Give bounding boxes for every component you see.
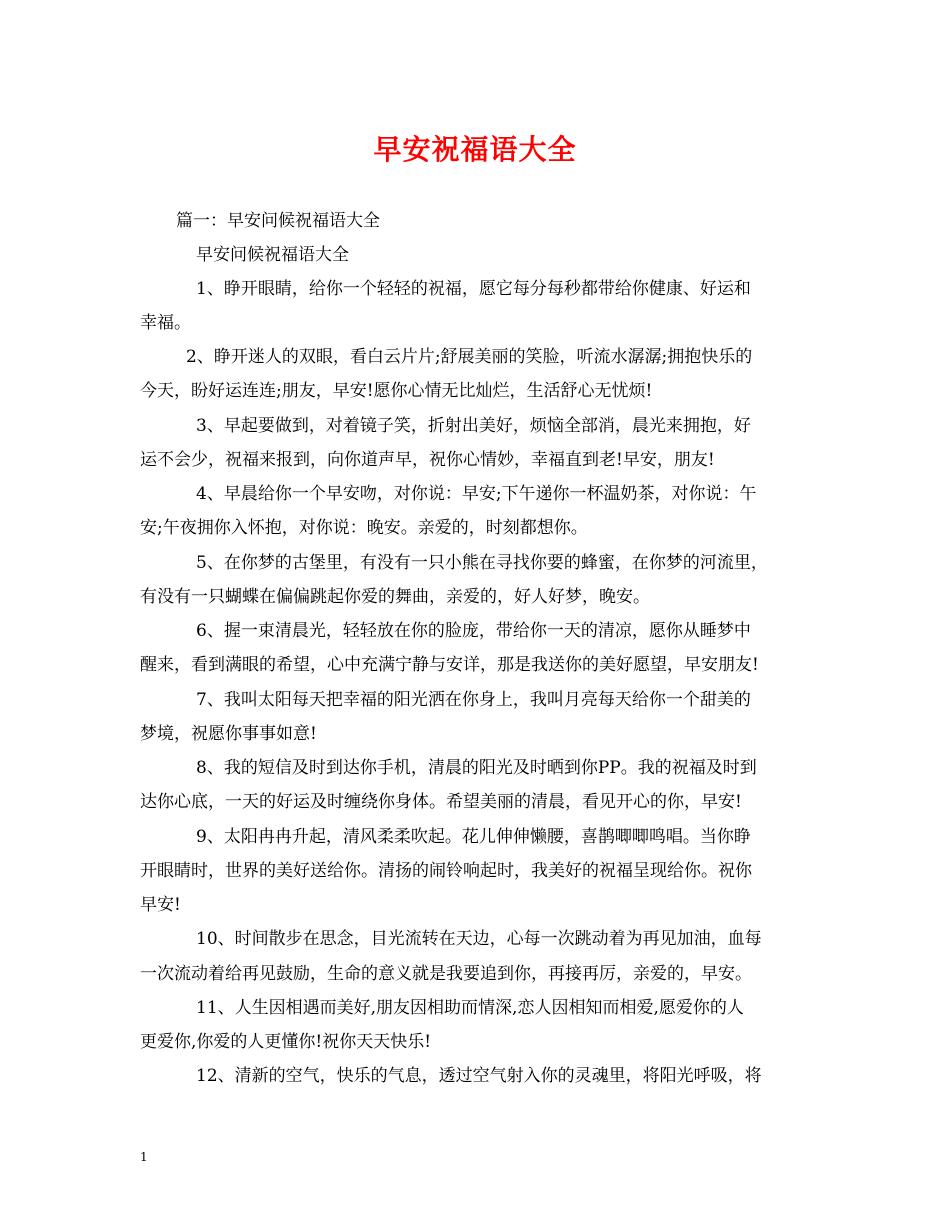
body-line: 达你心底，一天的好运及时缠绕你身体。希望美丽的清晨，看见开心的你，早安! [140, 792, 742, 812]
body-line: 1、睁开眼睛，给你一个轻轻的祝福，愿它每分每秒都带给你健康、好运和 [196, 279, 751, 299]
body-line: 安;午夜拥你入怀抱，对你说：晚安。亲爱的，时刻都想你。 [140, 518, 588, 538]
body-line: 开眼睛时，世界的美好送给你。清扬的闹铃响起时，我美好的祝福呈现给你。祝你 [140, 861, 752, 881]
body-line: 运不会少，祝福来报到，向你道声早，祝你心情妙，幸福直到老!早安，朋友! [140, 450, 715, 470]
body-line: 幸福。 [140, 313, 191, 333]
body-line: 11、人生因相遇而美好,朋友因相助而情深,恋人因相知而相爱,愿爱你的人 [196, 998, 744, 1018]
body-line: 3、早起要做到，对着镜子笑，折射出美好，烦恼全部消，晨光来拥抱，好 [196, 416, 751, 436]
body-line: 更爱你,你爱的人更懂你!祝你天天快乐! [140, 1032, 432, 1052]
body-line: 醒来，看到满眼的希望，心中充满宁静与安详，那是我送你的美好愿望，早安朋友! [140, 655, 759, 675]
page-number: 1 [140, 1150, 148, 1164]
body-line: 10、时间散步在思念，目光流转在天边，心每一次跳动着为再见加油，血每 [196, 929, 762, 949]
body-line: 一次流动着给再见鼓励，生命的意义就是我要追到你，再接再厉，亲爱的，早安。 [140, 964, 752, 984]
section-heading: 篇一：早安问候祝福语大全 [176, 211, 380, 231]
body-line: 今天，盼好运连连;朋友，早安!愿你心情无比灿烂，生活舒心无忧烦! [140, 381, 653, 401]
body-line: 12、清新的空气，快乐的气息，透过空气射入你的灵魂里，将阳光呼吸，将 [196, 1066, 762, 1086]
page-title: 早安祝福语大全 [373, 133, 577, 166]
body-line: 4、早晨给你一个早安吻，对你说：早安;下午递你一杯温奶茶，对你说：午 [196, 484, 757, 504]
body-line: 9、太阳冉冉升起，清风柔柔吹起。花儿伸伸懒腰，喜鹊唧唧鸣唱。当你睁 [196, 827, 751, 847]
subheading: 早安问候祝福语大全 [196, 245, 349, 265]
body-line: 有没有一只蝴蝶在偏偏跳起你爱的舞曲，亲爱的，好人好梦，晚安。 [140, 587, 650, 607]
body-line: 6、握一束清晨光，轻轻放在你的脸庞，带给你一天的清凉，愿你从睡梦中 [196, 621, 751, 641]
body-line: 梦境，祝愿你事事如意! [140, 724, 317, 744]
body-line: 5、在你梦的古堡里，有没有一只小熊在寻找你要的蜂蜜，在你梦的河流里， [196, 553, 768, 573]
body-line: 7、我叫太阳每天把幸福的阳光洒在你身上，我叫月亮每天给你一个甜美的 [196, 690, 751, 710]
body-line: 2、睁开迷人的双眼，看白云片片;舒展美丽的笑脸，听流水潺潺;拥抱快乐的 [186, 347, 753, 367]
body-line: 早安! [140, 895, 181, 915]
body-line: 8、我的短信及时到达你手机，清晨的阳光及时晒到你PP。我的祝福及时到 [196, 758, 757, 778]
